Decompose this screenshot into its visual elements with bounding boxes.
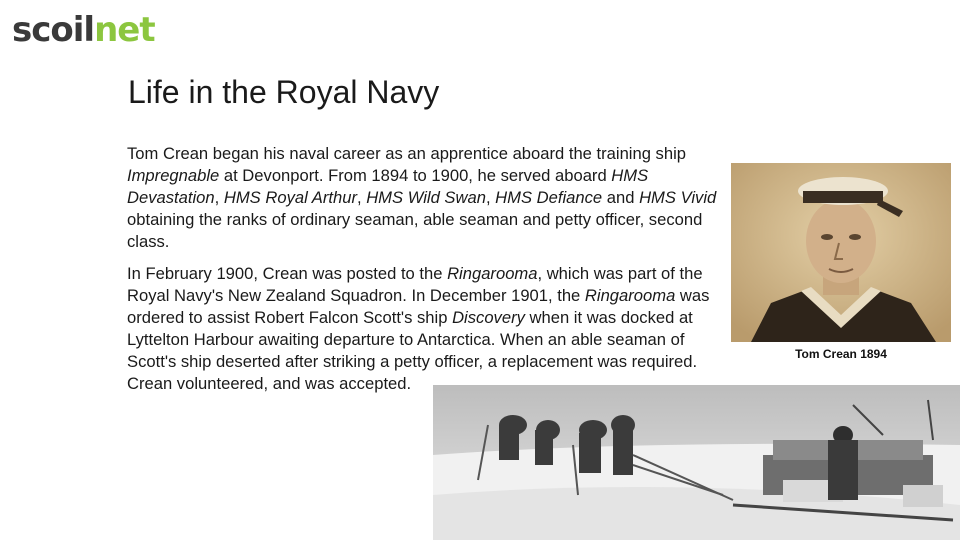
italic-text-run: Ringarooma — [584, 286, 676, 305]
antarctic-sled-photo — [433, 385, 960, 540]
logo-part-1: scoil — [12, 10, 95, 50]
italic-text-run: Impregnable — [127, 166, 220, 185]
paragraph-1 — [127, 143, 727, 253]
text-run: In February 1900, Crean was posted to the — [127, 264, 448, 283]
italic-text-run: Discovery — [452, 308, 525, 327]
text-run: at Devonport. From 1894 to 1900, he served aboard — [219, 166, 612, 185]
italic-text-run: HMS Royal Arthur — [223, 188, 357, 207]
italic-text-run: HMS Wild Swan — [366, 188, 486, 207]
paragraph-2 — [127, 263, 727, 395]
text-run: was ordered to assist Robert Falcon Scott's ship — [127, 286, 710, 327]
logo-part-2: net — [94, 10, 155, 50]
sled-image — [433, 385, 960, 540]
text-run: and — [602, 188, 640, 207]
slide-title: Life in the Royal Navy — [128, 74, 440, 110]
portrait-caption: Tom Crean 1894 — [795, 347, 887, 361]
italic-text-run: HMS Defiance — [495, 188, 603, 207]
italic-text-run: HMS Devastation — [127, 166, 649, 207]
text-run: , — [356, 188, 367, 207]
scoilnet-logo[interactable] — [12, 10, 155, 50]
slide-body — [127, 143, 727, 405]
text-run: , which was part of the Royal Navy's New Zealand Squadron. In December 1901, the — [127, 264, 703, 305]
text-run: , — [485, 188, 496, 207]
text-run: Tom Crean began his naval career as an apprentice aboard the training ship — [127, 144, 687, 163]
italic-text-run: Ringarooma — [447, 264, 538, 283]
text-run: obtaining the ranks of ordinary seaman, able seaman and petty officer, second class. — [127, 210, 703, 251]
tom-crean-portrait-photo — [731, 163, 951, 342]
portrait-image — [731, 163, 951, 342]
text-run: , — [214, 188, 224, 207]
text-run: when it was docked at Lyttelton Harbour awaiting departure to Antarctica. When an able seaman of Scott's ship deserted after striking a petty officer, a replacement was required. Crean volunteered, and was accepted. — [127, 308, 698, 393]
italic-text-run: HMS Vivid — [639, 188, 717, 207]
